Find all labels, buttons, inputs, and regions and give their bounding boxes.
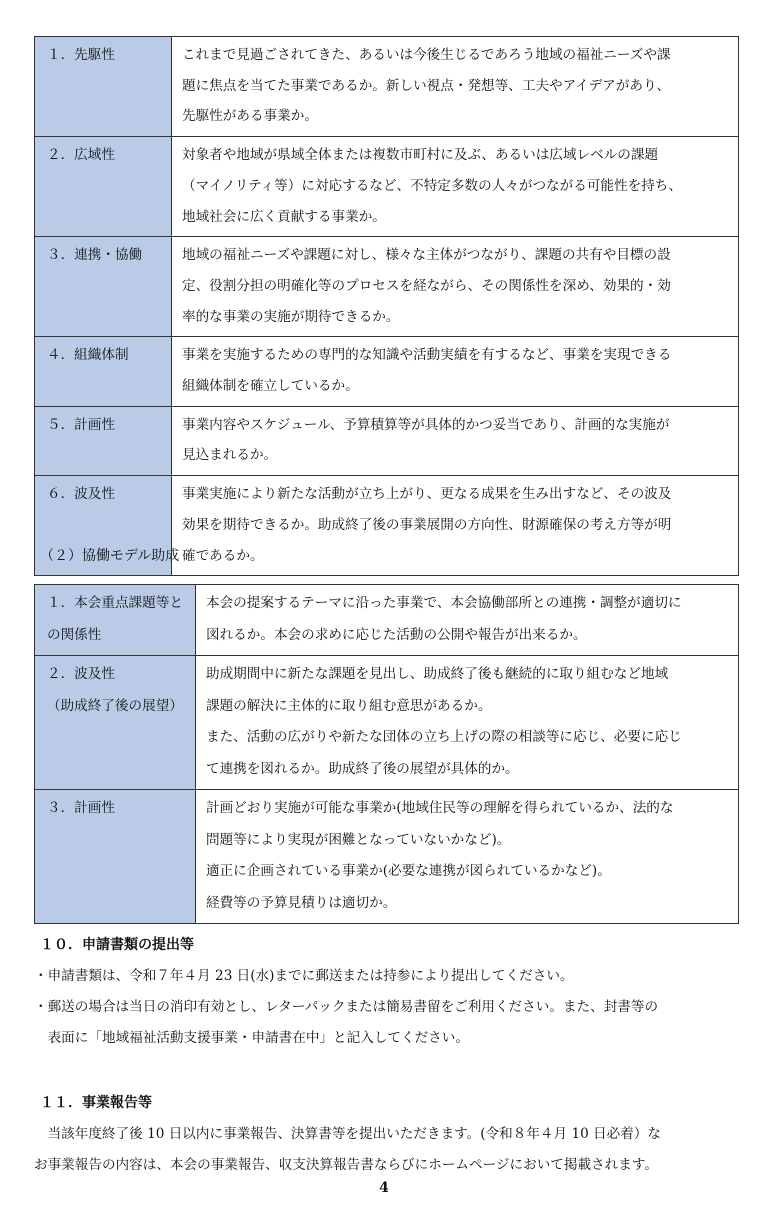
criterion-description [196, 656, 739, 790]
page-number: 4 [379, 1180, 389, 1196]
subsection-title: （２）協働モデル助成 [40, 548, 180, 564]
criterion-label [35, 790, 196, 924]
criterion-label-line: １．本会重点課題等と [47, 595, 183, 611]
table-row [35, 337, 739, 406]
criterion-description-line: 対象者や地域が県域全体または複数市町村に及ぶ、あるいは広域レベルの課題 [182, 147, 659, 164]
section-11-title: １１．事業報告等 [40, 1095, 152, 1111]
section-10-line: ・郵送の場合は当日の消印有効とし、レターパックまたは簡易書留をご利用ください。また、封書等の [34, 999, 659, 1015]
criterion-description-line: 地域の福祉ニーズや課題に対し、様々な主体がつながり、課題の共有や目標の設 [182, 247, 671, 264]
criterion-description-line: 助成期間中に新たな課題を見出し、助成終了後も継続的に取り組むなど地域 [206, 666, 669, 682]
criterion-description [172, 237, 739, 337]
criterion-label: １．先駆性 [35, 37, 172, 137]
criterion-description-line: 事業実施により新たな活動が立ち上がり、更なる成果を生み出すなど、その波及 [182, 486, 672, 503]
criterion-label-line: ２．波及性 [47, 666, 115, 682]
criterion-description-line: 確であるか。 [182, 547, 264, 564]
criterion-description [172, 406, 739, 475]
criterion-description-line: 地域社会に広く貢献する事業か。 [182, 208, 386, 225]
table-row [35, 656, 739, 790]
section-11-line: お事業報告の内容は、本会の事業報告、収支決算報告書ならびにホームページにおいて掲載されます。 [34, 1157, 658, 1173]
table-row [35, 37, 739, 137]
criterion-description-line: 図れるか。本会の求めに応じた活動の公開や報告が出来るか。 [206, 626, 587, 643]
table-row [35, 237, 739, 337]
criterion-description-line: 定、役割分担の明確化等のプロセスを経ながら、その関係性を深め、効果的・効 [182, 277, 671, 294]
section-11 [34, 1088, 744, 1181]
section-11-line: 当該年度終了後 10 日以内に事業報告、決算書等を提出いただきます。(令和８年４月 10 日必着）な [34, 1126, 662, 1142]
criterion-description-line: 題に焦点を当てた事業であるか。新しい視点・発想等、工夫やアイデアがあり、 [182, 77, 671, 94]
criterion-description-line: 事業を実施するための専門的な知識や活動実績を有するなど、事業を実現できる [182, 347, 672, 364]
criterion-description [196, 585, 739, 656]
criterion-description [172, 337, 739, 406]
criterion-label-line: の関係性 [47, 626, 102, 643]
criterion-description-line: 適正に企画されている事業か(必要な連携が図られているかなど)。 [206, 863, 611, 879]
criterion-description-line: て連携を図れるか。助成終了後の展望が具体的か。 [206, 760, 519, 777]
criterion-label-line: ３．計画性 [47, 800, 115, 816]
table-row [35, 585, 739, 656]
criterion-label: ２．広域性 [35, 137, 172, 237]
model-table-wrap [34, 584, 739, 924]
section-10 [34, 930, 744, 1054]
criterion-description-line: これまで見過ごされてきた、あるいは今後生じるであろう地域の福祉ニーズや課 [182, 47, 671, 63]
criterion-description-line: （マイノリティ等）に対応するなど、不特定多数の人々がつながる可能性を持ち、 [182, 177, 682, 194]
criterion-label: ５．計画性 [35, 406, 172, 475]
criterion-description-line: 効果を期待できるか。助成終了後の事業展開の方向性、財源確保の考え方等が明 [182, 516, 672, 533]
criterion-label-line: （助成終了後の展望） [47, 697, 183, 714]
criterion-description-line: 計画どおり実施が可能な事業か(地域住民等の理解を得られているか、法的な [206, 800, 674, 816]
criterion-description-line: 先駆性がある事業か。 [182, 108, 318, 125]
criterion-description-line: 経費等の予算見積りは適切か。 [206, 894, 397, 911]
criterion-description-line: 問題等により実現が困難となっていないかなど)。 [206, 831, 511, 848]
section-10-line: ・申請書類は、令和７年４月 23 日(水)までに郵送または持参により提出してください。 [34, 968, 574, 984]
table-row [35, 790, 739, 924]
criterion-description [172, 137, 739, 237]
criterion-description-line: 率的な事業の実施が期待できるか。 [182, 308, 400, 325]
criterion-label [35, 585, 196, 656]
criteria-table-wrap [34, 36, 739, 576]
table-row [35, 406, 739, 475]
section-10-line: 表面に「地域福祉活動支援事業・申請書在中」と記入してください。 [34, 1030, 469, 1046]
section-10-title: １０．申請書類の提出等 [40, 937, 194, 953]
criterion-description [196, 790, 739, 924]
criterion-label: ４．組織体制 [35, 337, 172, 406]
model-table [34, 584, 739, 924]
criterion-description-line: 事業内容やスケジュール、予算積算等が具体的かつ妥当であり、計画的な実施が [182, 416, 670, 433]
criterion-label: ３．連携・協働 [35, 237, 172, 337]
criterion-description-line: 見込まれるか。 [182, 447, 278, 464]
criteria-table [34, 36, 739, 576]
criterion-description-line: 本会の提案するテーマに沿った事業で、本会協働部所との連携・調整が適切に [206, 595, 682, 611]
criterion-description [172, 37, 739, 137]
criterion-label: ６．波及性 [35, 476, 172, 576]
table-row [35, 137, 739, 237]
criterion-description-line: また、活動の広がりや新たな団体の立ち上げの際の相談等に応じ、必要に応じ [206, 729, 682, 745]
criterion-description-line: 組織体制を確立しているか。 [182, 378, 359, 395]
criterion-description-line: 課題の解決に主体的に取り組む意思があるか。 [206, 697, 492, 714]
criterion-description [172, 476, 739, 576]
criterion-label [35, 656, 196, 790]
